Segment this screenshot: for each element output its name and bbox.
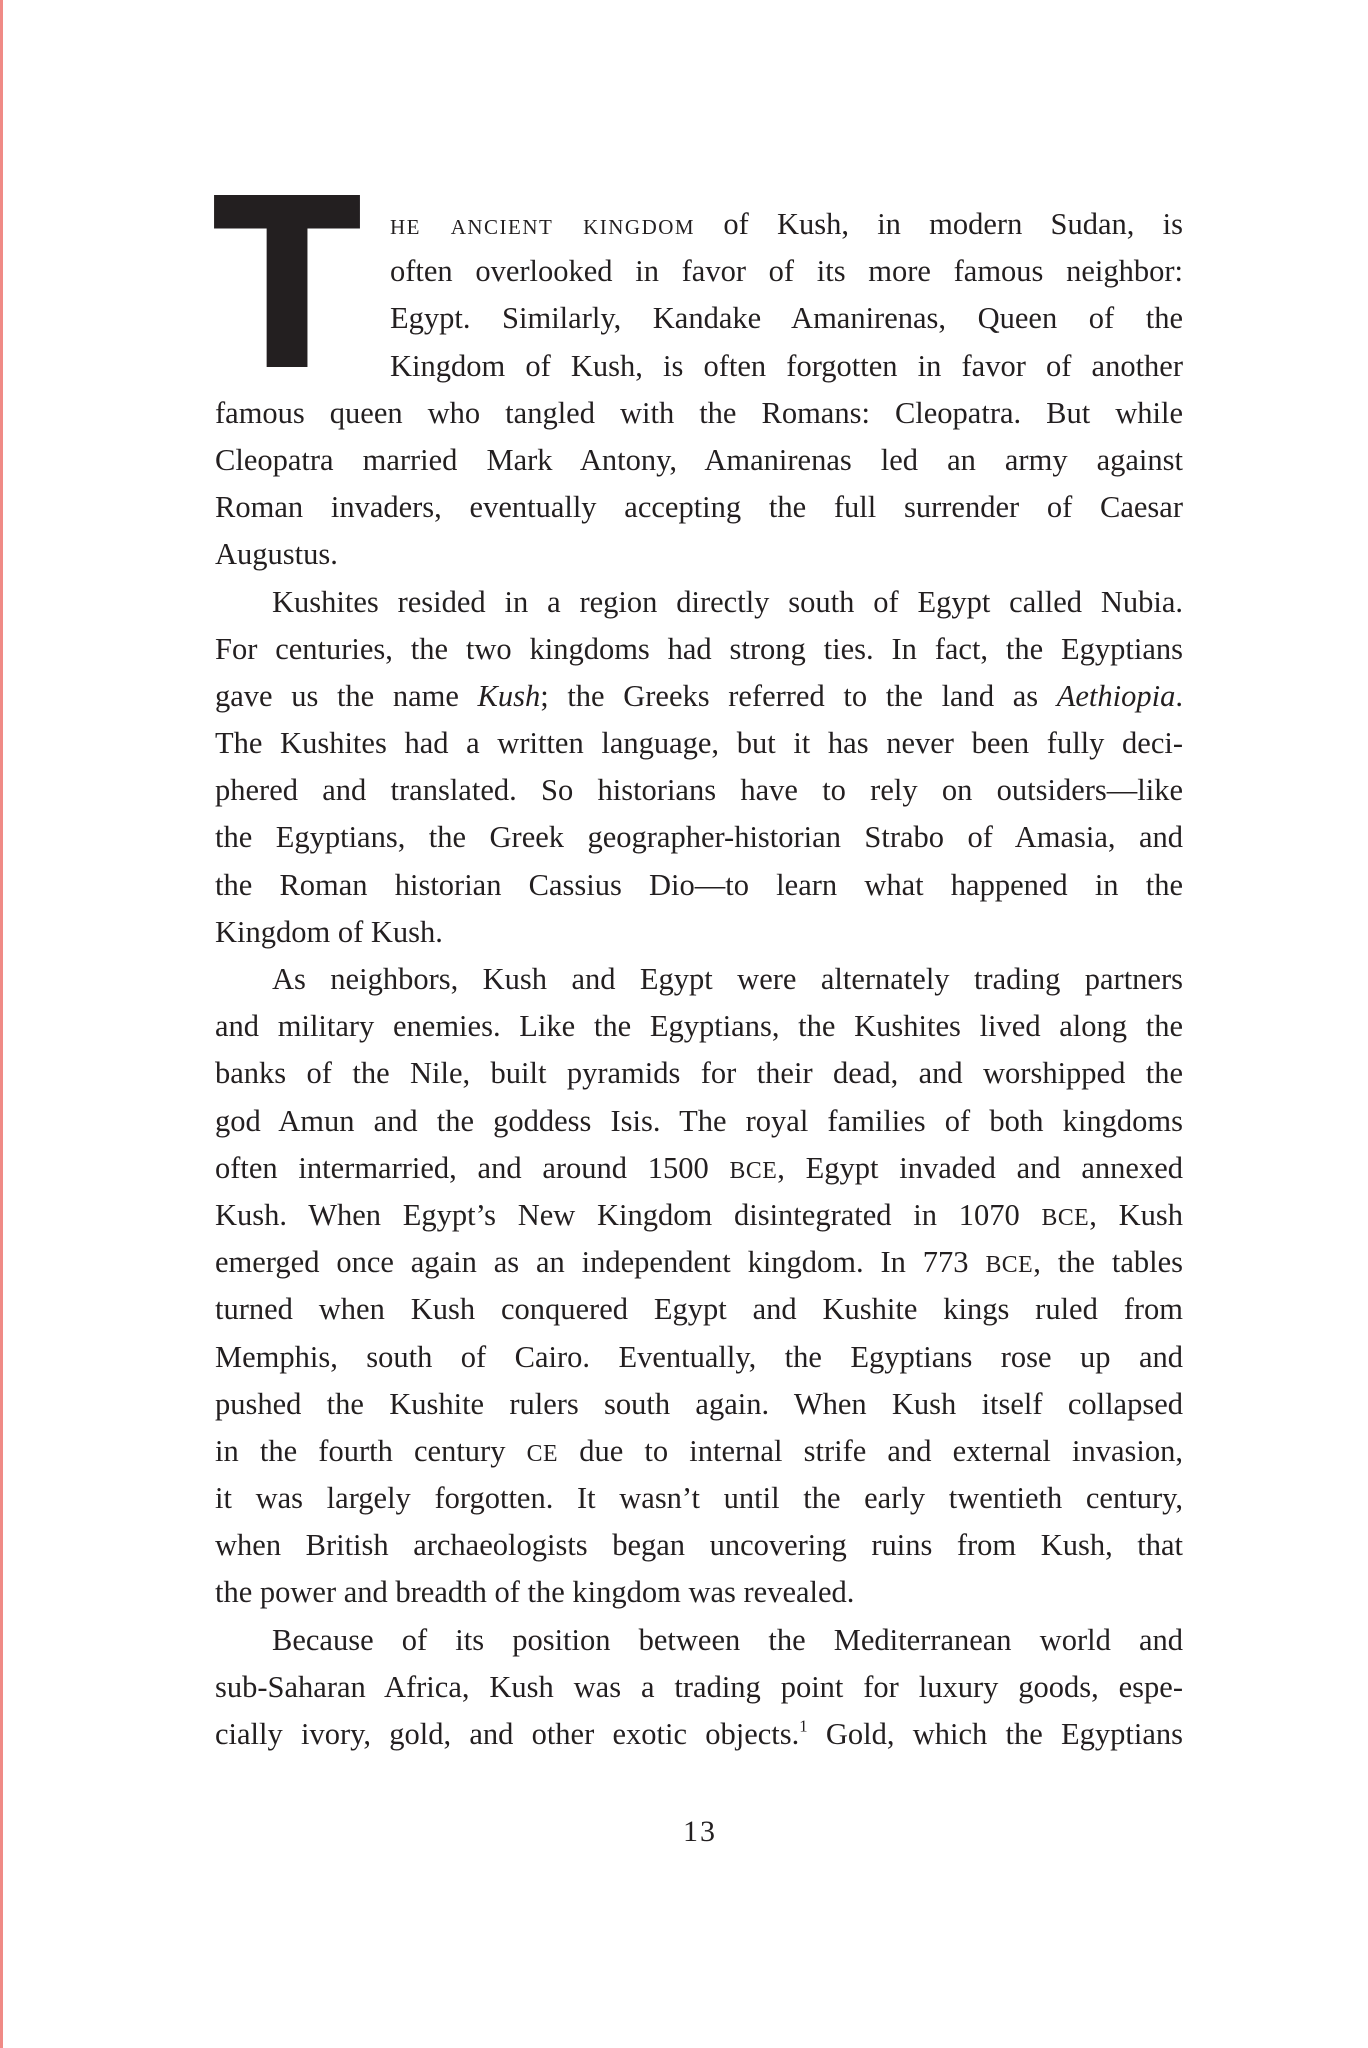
italic-term: Aethiopia [1056, 678, 1176, 713]
text-line: the Egyptians, the Greek geographer-historian Strabo of Amasia, and [215, 820, 1183, 855]
era-abbrev: CE [526, 1440, 559, 1467]
text-line: turned when Kush conquered Egypt and Kushite kings ruled from [215, 1292, 1183, 1327]
text-line: banks of the Nile, built pyramids for their dead, and worshipped the [215, 1056, 1183, 1091]
text-line: god Amun and the goddess Isis. The royal families of both kingdoms [215, 1103, 1183, 1138]
text-line: gave us the name Kush; the Greeks referred to the land as Aethiopia. [215, 678, 1183, 713]
page-number: 13 [683, 1815, 717, 1848]
text-line: phered and translated. So historians have to rely on outsiders—like [215, 773, 1183, 808]
text-line: he ancient kingdom of Kush, in modern Sudan, is [390, 207, 1183, 241]
text-line: Kushites resided in a region directly south of Egypt called Nubia. [272, 584, 1183, 619]
text-line: when British archaeologists began uncovering ruins from Kush, that [215, 1528, 1183, 1563]
footnote-marker[interactable]: 1 [799, 1716, 808, 1736]
paragraph-2 [215, 579, 1183, 957]
body-text [215, 201, 1183, 1758]
text-line: Cleopatra married Mark Antony, Amanirenas led an army against [215, 442, 1183, 477]
text-line: As neighbors, Kush and Egypt were alternately trading partners [272, 962, 1183, 996]
era-abbrev: BCE [729, 1157, 778, 1184]
text-line: famous queen who tangled with the Romans: Cleopatra. But while [215, 395, 1183, 430]
text-line: the power and breadth of the kingdom was revealed. [215, 1575, 855, 1610]
text-line: Because of its position between the Mediterranean world and [272, 1622, 1183, 1657]
text-line: in the fourth century CE due to internal strife and external invasion, [215, 1433, 1183, 1468]
text-line: the Roman historian Cassius Dio—to learn what happened in the [215, 867, 1183, 902]
text-line: Egypt. Similarly, Kandake Amanirenas, Queen of the [390, 301, 1183, 336]
text-line: Kush. When Egypt’s New Kingdom disintegrated in 1070 BCE, Kush [215, 1197, 1183, 1232]
text-line: pushed the Kushite rulers south again. When Kush itself collapsed [215, 1386, 1183, 1421]
paragraph-4 [215, 1617, 1183, 1759]
era-abbrev: BCE [1041, 1204, 1090, 1231]
text-line: Kingdom of Kush, is often forgotten in favor of another [390, 348, 1183, 383]
text-line: cially ivory, gold, and other exotic objects.$^1$ Gold, which the Egyptians [215, 1716, 1183, 1751]
opening-smallcaps: he ancient kingdom [390, 207, 696, 241]
italic-term: Kush [477, 678, 541, 713]
text-line: Kingdom of Kush. [215, 914, 443, 949]
paragraph-1 [215, 201, 1183, 579]
text-line: sub-Saharan Africa, Kush was a trading point for luxury goods, espe- [215, 1669, 1183, 1704]
text-line: often overlooked in favor of its more famous neighbor: [390, 254, 1183, 289]
text-line: often intermarried, and around 1500 BCE, Egypt invaded and annexed [215, 1150, 1183, 1185]
text-line: emerged once again as an independent kingdom. In 773 BCE, the tables [215, 1245, 1183, 1280]
paragraph-3 [215, 956, 1183, 1617]
text-line: Augustus. [215, 537, 338, 572]
text-line: The Kushites had a written language, but it has never been fully deci- [215, 726, 1183, 761]
text-line: it was largely forgotten. It wasn’t until the early twentieth century, [215, 1481, 1183, 1516]
text-line: Memphis, south of Cairo. Eventually, the Egyptians rose up and [215, 1339, 1183, 1374]
page-edge-line [0, 0, 3, 2048]
text-line: For centuries, the two kingdoms had strong ties. In fact, the Egyptians [215, 631, 1183, 666]
text-line: Roman invaders, eventually accepting the full surrender of Caesar [215, 490, 1183, 525]
text-line: and military enemies. Like the Egyptians, the Kushites lived along the [215, 1009, 1183, 1044]
drop-cap: T [213, 148, 362, 423]
era-abbrev: BCE [985, 1252, 1034, 1279]
